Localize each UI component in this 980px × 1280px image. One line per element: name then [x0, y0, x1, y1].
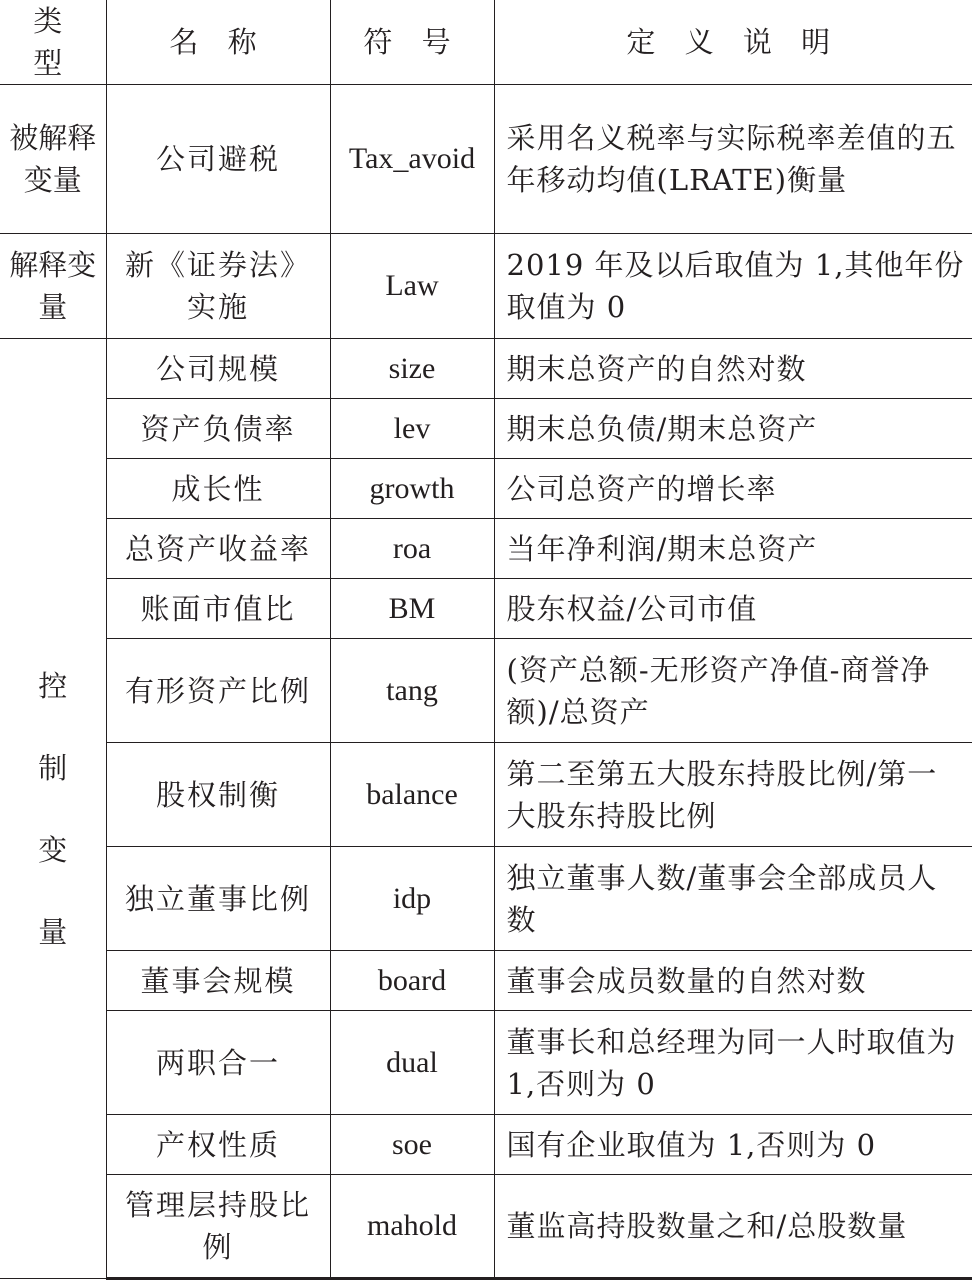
header-name: 名 称: [106, 0, 330, 85]
variable-name: 有形资产比例: [106, 639, 330, 743]
variable-definition: 股东权益/公司市值: [494, 579, 972, 639]
table-row: [0, 1115, 972, 1175]
variable-definition: 国有企业取值为 1,否则为 0: [494, 1115, 972, 1175]
variable-name: 两职合一: [106, 1011, 330, 1115]
variable-symbol: Tax_avoid: [330, 85, 494, 234]
table-row: [0, 1011, 972, 1115]
variable-name: 管理层持股比例: [106, 1175, 330, 1279]
table-row: [0, 951, 972, 1011]
variable-symbol: lev: [330, 399, 494, 459]
table-row: [0, 579, 972, 639]
variable-definition: 公司总资产的增长率: [494, 459, 972, 519]
variable-definition: 董监高持股数量之和/总股数量: [494, 1175, 972, 1279]
table-row: [0, 1175, 972, 1279]
variable-symbol: size: [330, 339, 494, 399]
header-type: 类 型: [0, 0, 106, 85]
variable-name: 股权制衡: [106, 743, 330, 847]
table-row: [0, 459, 972, 519]
variable-name: 成长性: [106, 459, 330, 519]
variable-symbol: roa: [330, 519, 494, 579]
variable-symbol: dual: [330, 1011, 494, 1115]
variable-symbol: growth: [330, 459, 494, 519]
table-row: [0, 339, 972, 399]
variable-symbol: tang: [330, 639, 494, 743]
variable-name: 资产负债率: [106, 399, 330, 459]
variable-definition: 独立董事人数/董事会全部成员人数: [494, 847, 972, 951]
variable-definition: 2019 年及以后取值为 1,其他年份取值为 0: [494, 234, 972, 339]
variable-name: 账面市值比: [106, 579, 330, 639]
table-row: [0, 743, 972, 847]
variable-definition: (资产总额-无形资产净值-商誉净额)/总资产: [494, 639, 972, 743]
table-row: [0, 234, 972, 339]
variable-definition: 第二至第五大股东持股比例/第一大股东持股比例: [494, 743, 972, 847]
variable-symbol: board: [330, 951, 494, 1011]
variable-symbol: balance: [330, 743, 494, 847]
variable-name: 公司规模: [106, 339, 330, 399]
variable-symbol: Law: [330, 234, 494, 339]
group-explanatory: 解释变量: [0, 234, 106, 339]
variable-name: 公司避税: [106, 85, 330, 234]
variable-symbol: BM: [330, 579, 494, 639]
variable-symbol: idp: [330, 847, 494, 951]
variable-definition: 采用名义税率与实际税率差值的五年移动均值(LRATE)衡量: [494, 85, 972, 234]
table-row: [0, 639, 972, 743]
variable-definition: 期末总负债/期末总资产: [494, 399, 972, 459]
variable-name: 产权性质: [106, 1115, 330, 1175]
variable-name: 新《证券法》实施: [106, 234, 330, 339]
variable-name: 独立董事比例: [106, 847, 330, 951]
variable-definition: 当年净利润/期末总资产: [494, 519, 972, 579]
header-symbol: 符 号: [330, 0, 494, 85]
variable-definition: 董事会成员数量的自然对数: [494, 951, 972, 1011]
group-dependent: 被解释变量: [0, 85, 106, 234]
variable-symbol: soe: [330, 1115, 494, 1175]
header-definition: 定 义 说 明: [494, 0, 972, 85]
variable-name: 董事会规模: [106, 951, 330, 1011]
table-row: [0, 519, 972, 579]
table-row: [0, 85, 972, 234]
variable-definition: 董事长和总经理为同一人时取值为 1,否则为 0: [494, 1011, 972, 1115]
group-control: 控 制 变 量: [0, 339, 106, 1279]
variable-name: 总资产收益率: [106, 519, 330, 579]
variable-symbol: mahold: [330, 1175, 494, 1279]
variable-definition: 期末总资产的自然对数: [494, 339, 972, 399]
table-row: [0, 399, 972, 459]
header-row: [0, 0, 972, 85]
table-row: [0, 847, 972, 951]
